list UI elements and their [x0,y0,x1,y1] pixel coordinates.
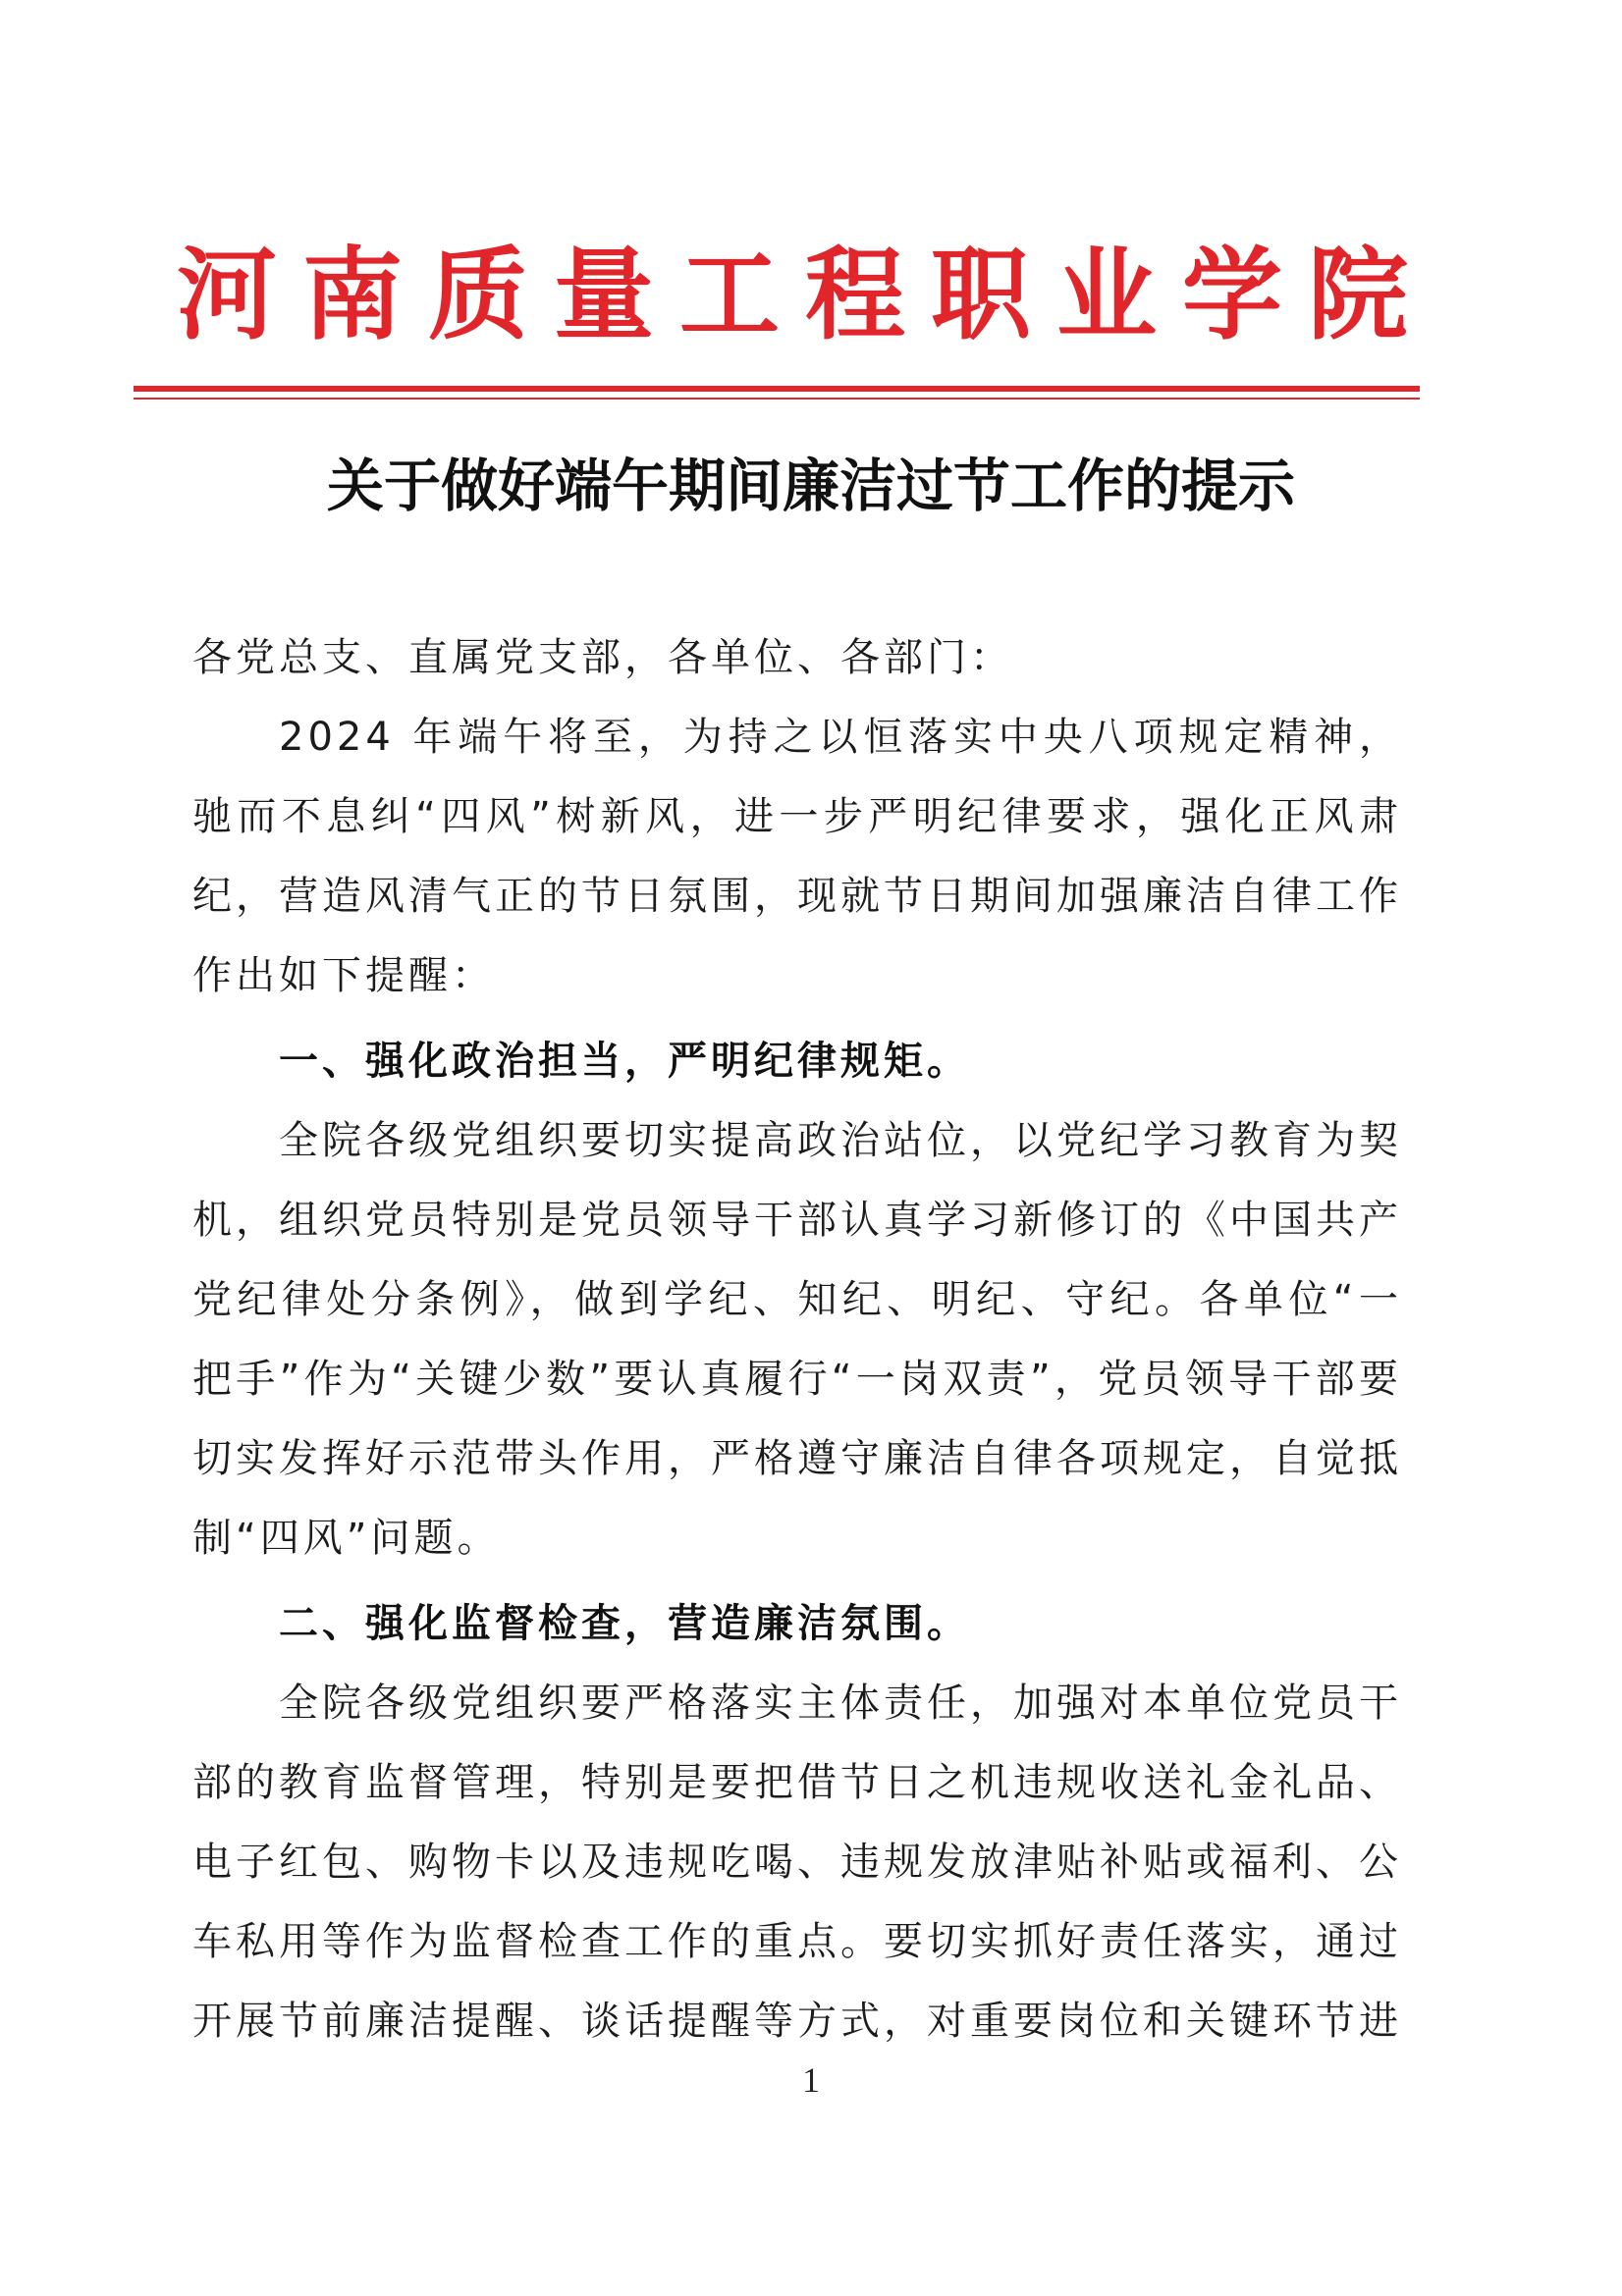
document-body [192,618,1402,2061]
section-2-heading: 二、强化监督检查，营造廉洁氛围。 [279,1601,970,1646]
letterhead-red-rule-thin [134,398,1420,400]
section-1-heading: 一、强化政治担当，严明纪律规矩。 [279,1039,970,1084]
salutation: 各党总支、直属党支部，各单位、各部门： [192,635,1013,680]
letterhead-institution-name: 河南质量工程职业学院 [177,237,1433,354]
page-number: 1 [802,2060,820,2100]
section-2-body: 全院各级党组织要严格落实主体责任，加强对本单位党员干部的教育监督管理，特别是要把借节日之机违规收送礼金礼品、电子红包、购物卡以及违规吃喝、违规发放津贴补贴或福利、公车私用等作为监督检查工作的重点。要切实抓好责任落实，通过开展节前廉洁提醒、谈话提醒等方式，对重要岗位和关键环节进 [192,1681,1402,2044]
document-title: 关于做好端午期间廉洁过节工作的提示 [326,453,1295,519]
intro-paragraph: 2024 年端午将至，为持之以恒落实中央八项规定精神，驰而不息纠“四风”树新风，进一步严明纪律要求，强化正风肃纪，营造风清气正的节日氛围，现就节日期间加强廉洁自律工作作出如下提醒： [192,715,1402,998]
section-1-body: 全院各级党组织要切实提高政治站位，以党纪学习教育为契机，组织党员特别是党员领导干部认真学习新修订的《中国共产党纪律处分条例》，做到学纪、知纪、明纪、守纪。各单位“一把手”作为“关键少数”要认真履行“一岗双责”，党员领导干部要切实发挥好示范带头作用，严格遵守廉洁自律各项规定，自觉抵制“四风”问题。 [192,1118,1402,1561]
letterhead-red-rule-thick [134,386,1420,392]
